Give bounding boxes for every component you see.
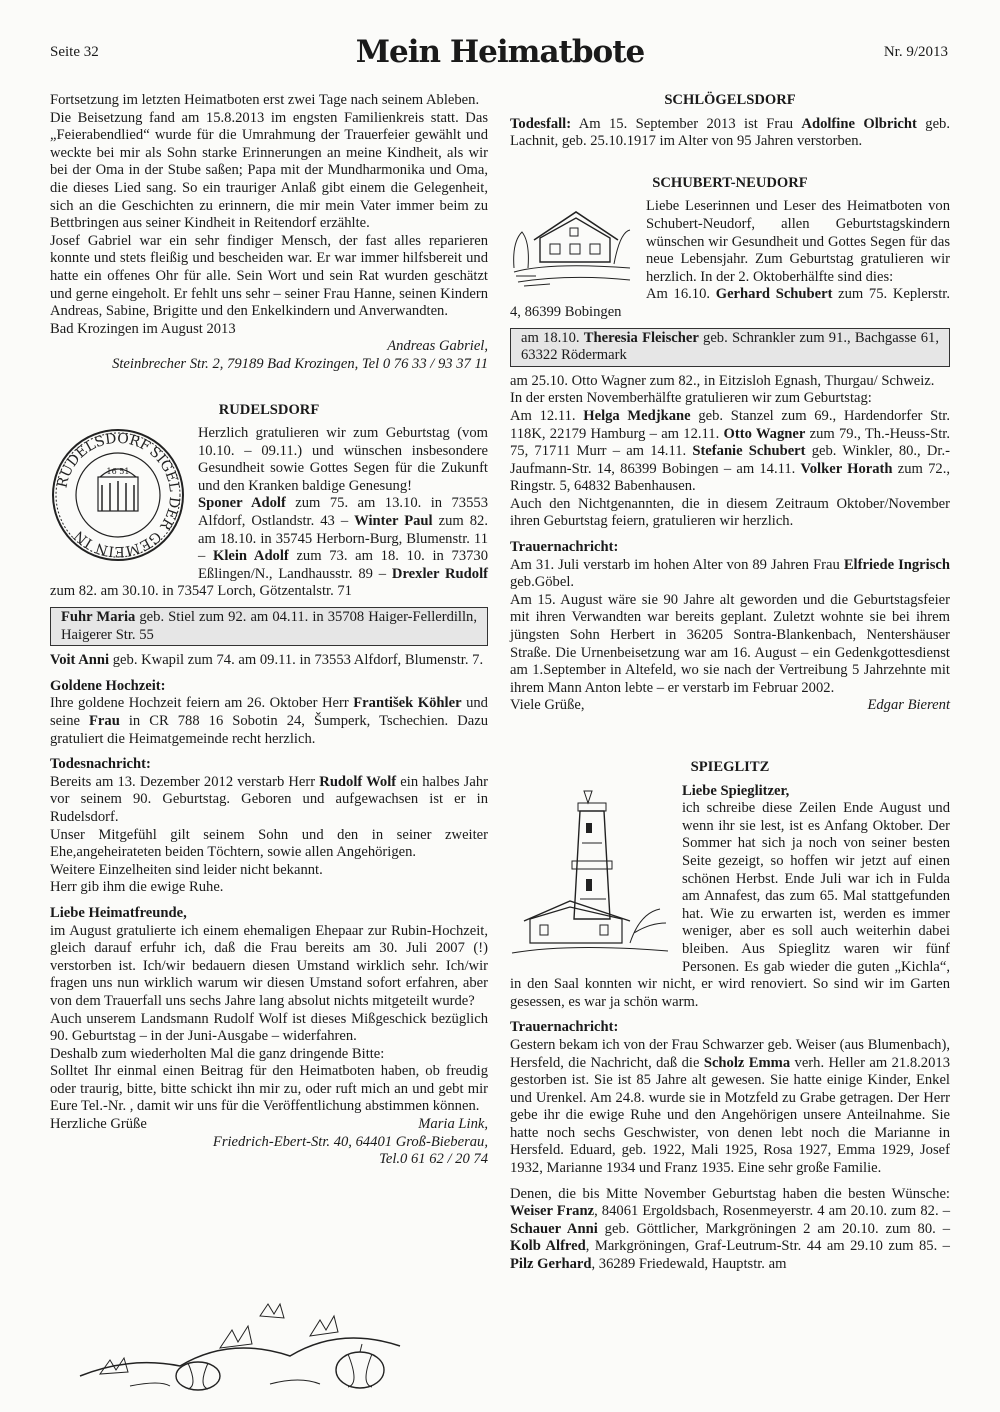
right-column — [510, 92, 950, 1274]
paragraph: Deshalb zum wiederholten Mal die ganz dringende Bitte: — [50, 1045, 385, 1062]
paragraph: Herr gib ihm die ewige Ruhe. — [50, 879, 224, 896]
paragraph: Die Beisetzung fand am 15.8.2013 im engsten Familienkreis statt. Das „Feierabendlied“ wurde für die Umrahmung der Trauerfeier gewählt und weckte bei mir als Sohn starke Erinnerungen an meine Kindheit, als wir bei der Oma in der Stube saßen; Papa mit der Mundharmonika und Oma, die dieses Lied sang. So ein trauriger Anlaß gibt einem die Gelegenheit, sich an die Geschichten zu erinnern, die mir mein Vater immer beim zu Bettbringen aus seiner Kindheit in Reitendorf erzählte. — [50, 109, 488, 232]
signature: Maria Link, — [418, 1116, 488, 1133]
subheading: Goldene Hochzeit: — [50, 677, 166, 694]
paragraph: Ihre goldene Hochzeit feiern am 26. Oktober Herr František Köhler und seine Frau in CR 788 16 Sobotin 24, Šumperk, Tschechien. Dazu gratuliert die Heimatgemeinde recht herzlich. — [50, 695, 488, 747]
birthday-list: Am 12.11. Helga Medjkane geb. Stanzel zum 69., Hardendorfer Str. 118K, 22179 Hamburg – am 12.11. Otto Wagner zum 79., Th.-Heuss-Str. 75, 71711 Murr – am 14.11. Stefanie Schubert geb. Winkler, 80., Dr.-Jaufmann-Str. 14, 86399 Bobingen – am 14.11. Volker Horath zum 72., Ringstr. 5, 64832 Babenhausen. — [510, 407, 950, 495]
paragraph: Gestern bekam ich von der Frau Schwarzer geb. Weiser (aus Blumenbach), Hersfeld, die Nachricht, daß die Scholz Emma verh. Heller am 21.8.2013 gestorben ist. Sie ist 85 Jahre alt gewesen. Sie hatte einige Kinder, Enkel und Urenkel. Am 24.8. wurde sie in Motzfeld zu Grabe getragen. Der Herr gebe ihr die ewige Ruhe und den Angehörigen unsere Anteilnahme. Sie hatte noch sechs Geschwister, von denen lebt noch die Marianne in Hersfeld. Eduard, geb. 1922, Mali 1925, Rosa 1927, Emma 1929, Josef 1932, Marianne 1934 und Franz 1935. Eine sehr große Familie. — [510, 1036, 950, 1177]
tower-image — [510, 783, 674, 961]
paragraph: Am 31. Juli verstarb im hohen Alter von 89 Jahren Frau Elfriede Ingrisch geb.Göbel. — [510, 556, 950, 591]
signature: Edgar Bierent — [867, 697, 950, 714]
signature-address: Steinbrecher Str. 2, 79189 Bad Krozingen, Tel 0 76 33 / 93 37 11 — [112, 355, 488, 372]
paragraph: am 25.10. Otto Wagner zum 82., in Eitzisloh Egnash, Thurgau/ Schweiz. — [510, 372, 935, 389]
seal-text: SIGEL DER — [146, 443, 183, 533]
greeting-paragraph: Herzlich gratulieren wir zum Geburtstag (vom 10.10. – 09.11.) und wünschen insbesondere Gesundheit sowie Gottes Segen für die Zukunft und den Kranken baldige Genesung! — [198, 425, 488, 494]
section-heading-schloegelsdorf: SCHLÖGELSDORF — [664, 92, 796, 108]
signature: Andreas Gabriel, — [387, 338, 488, 355]
highlight-box: Fuhr Maria geb. Stiel zum 92. am 04.11. in 35708 Haiger-Fellerdilln, Haigerer Str. 55 — [50, 607, 488, 646]
section-heading-schubert-neudorf: SCHUBERT-NEUDORF — [652, 174, 808, 191]
masthead-logo: Mein Heimatbote — [355, 34, 645, 70]
paragraph: Weitere Einzelheiten sind leider nicht bekannt. — [50, 861, 323, 878]
subheading: Trauernachricht: — [510, 539, 619, 556]
paragraph: Voit Anni geb. Kwapil zum 74. am 09.11. in 73553 Alfdorf, Blumenstr. 7. — [50, 652, 484, 669]
section-heading-spieglitz: SPIEGLITZ — [690, 759, 770, 775]
signature-address: Friedrich-Ebert-Str. 40, 64401 Groß-Bieberau, — [212, 1133, 488, 1150]
paragraph: Auch unserem Landsmann Rudolf Wolf ist dieses Mißgeschick bezüglich 90. Geburtstag – in der Juni-Ausgabe – widerfahren. — [50, 1010, 488, 1045]
highlight-box: am 18.10. Theresia Fleischer geb. Schrankler zum 91., Bachgasse 61, 63322 Rödermark — [510, 328, 950, 367]
paragraph: Josef Gabriel war ein sehr findiger Mensch, der fast alles reparieren konnte und stets fleißig und bescheiden war. Er war immer hilfsbereit und hatte ein offenes Ohr für alle. Sein Wort und sein Rat wurden geschätzt und gerne eingeholt. Er fehlt uns sehr – seiner Frau Hanne, seinen Kindern Andreas, Sabine, Brigitte und den Enkelkindern und Anverwandten. — [50, 232, 488, 320]
closing: Herzliche Grüße Maria Link, — [50, 1116, 488, 1133]
issue-number: Nr. 9/2013 — [883, 44, 948, 60]
paragraph: Unser Mitgefühl gilt seinem Sohn und den in seiner zweiter Ehe,angeheirateten beiden Töchtern, sowie allen Angehörigen. — [50, 826, 488, 861]
subheading: Todesnachricht: — [50, 756, 151, 773]
paragraph: Auch den Nichtgenannten, die in diesem Zeitraum Oktober/November ihren Geburtstag feiern, gratulieren wir herzlich. — [510, 495, 950, 530]
page-number: Seite 32 — [50, 44, 99, 60]
birthday-line: Am 16.10. Gerhard Schubert zum 75. Keplerstr. 4, 86399 Bobingen — [510, 286, 950, 320]
farmhouse-image — [510, 202, 638, 294]
greeting-paragraph: ich schreibe diese Zeilen Ende August und wenn ihr sie lest, ist es Anfang Oktober. Der Sommer hat sich ja noch von seiner besten Seite gezeigt, so hoffen wir jetzt auf einen schönen Herbst. Ende Juli war ich in Fulda am Annafest, das zum 65. Mal stattgefunden hat. Wie zu erwarten ist, werden es immer weniger, aber es soll auch weiterhin dabei bleiben. Aus Spieglitz waren wir fünf Personen. Es gab wieder die guten „Kichla“, in den Saal konnten wir nicht, er wird renoviert. So sind wir im Garten gesessen, es war ja schön warm. — [510, 800, 950, 1010]
birthday-list: Sponer Adolf zum 75. am 13.10. in 73553 Alfdorf, Ostlandstr. 43 – Winter Paul zum 82. am 18.10. in 35745 Herborn-Burg, Blumenstr. 11 – Klein Adolf zum 73. am 18. 10. in 73730 Eßlingen/N., Landhausstr. 89 – Drexler Rudolf zum 82. am 30.10. in 73547 Lorch, Götzentalstr. 71 — [50, 495, 489, 600]
paragraph: In der ersten Novemberhälfte gratulieren wir zum Geburtstag: — [510, 390, 872, 407]
paragraph: Fortsetzung im letzten Heimatboten erst zwei Tage nach seinem Ableben. — [50, 92, 480, 108]
rudelsdorf-seal-image — [50, 427, 190, 567]
greeting-title: Liebe Spieglitzer, — [682, 782, 790, 799]
paragraph: Todesfall: Am 15. September 2013 ist Frau Adolfine Olbricht geb. Lachnit, geb. 25.10.1917 im Alter von 95 Jahren verstorben. — [510, 115, 950, 150]
paragraph: im August gratulierte ich einem ehemaligen Ehepaar zur Rubin-Hochzeit, gleich darauf erfuhr ich, daß die Frau bereits am 30. Juli 2007 (!) verstorben ist. Ich/wir bedauern diesen Umstand wirklich sehr. Ich/wir fragen uns nun wirklich warum wir diesen Umstand sofort erfahren, aber von dem Trauerfall uns sechs Jahre lang absolut nichts mitgeteilt wurde? — [50, 922, 488, 1009]
paragraph: Am 15. August wäre sie 90 Jahre alt geworden und die Geburtstagsfeier mit ihren Verwandten war bereits geplant. Zuletzt wohnte sie bei ihrem jüngsten Sohn Herbert in 36205 Sontra-Blankenbach, Nentershäuser Straße. Die Urnenbeisetzung war am 16. August – ein Gedenkgottesdienst am 1.September in Altefeld, wo sie nach der Vertreibung 5 Jahrzehnte mit ihrem Mann Anton lebte – er verstarb im Februar 2002. — [510, 591, 950, 696]
paragraph: Bad Krozingen im August 2013 — [50, 320, 236, 337]
section-heading-rudelsdorf: RUDELSDORF — [218, 401, 320, 418]
closing: Viele Grüße, Edgar Bierent — [510, 697, 950, 714]
seal-text: RUDELSDORF — [54, 430, 153, 490]
subheading: Trauernachricht: — [510, 1019, 619, 1036]
birthday-list: Denen, die bis Mitte November Geburtstag haben die besten Wünsche: Weiser Franz, 84061 Ergoldsbach, Rosenmeyerstr. 4 am 20.10. zum 82. – Schauer Anni geb. Göttlicher, Markgröningen 2 am 20.10. zum 80. – Kolb Alfred, Markgröningen, Graf-Leutrum-Str. 44 am 29.10 zum 85. – Pilz Gerhard, 36289 Friedewald, Hauptstr. am — [510, 1185, 951, 1273]
left-column — [50, 92, 488, 1169]
paragraph: Bereits am 13. Dezember 2012 verstarb Herr Rudolf Wolf ein halbes Jahr vor seinem 90. Geburtstag. Geboren und aufgewachsen ist er in Rudelsdorf. — [50, 773, 488, 825]
greeting-paragraph: Liebe Leserinnen und Leser des Heimatboten von Schubert-Neudorf, allen Geburtstagskindern wünschen wir Gesundheit und Gottes Segen für das neue Lebensjahr. Zum Geburtstag gratulieren wir herzlich. In der 2. Oktoberhälfte sind dies: — [646, 198, 950, 285]
subheading: Liebe Heimatfreunde, — [50, 904, 187, 921]
seal-year: 16 51 — [106, 467, 130, 477]
seal-text: GEMEIN IN — [71, 527, 164, 560]
paragraph: Solltet Ihr einmal einen Beitrag für den Heimatboten haben, ob freudig oder traurig, bitte, bitte schickt ihn mir zu, oder ruft mich an und gebt mir Eure Tel.-Nr. , damit wir uns für die Veröffentlichung abstimmen können. — [50, 1063, 488, 1115]
autumn-leaves-image — [70, 1296, 410, 1392]
signature-phone: Tel.0 61 62 / 20 74 — [379, 1151, 488, 1168]
